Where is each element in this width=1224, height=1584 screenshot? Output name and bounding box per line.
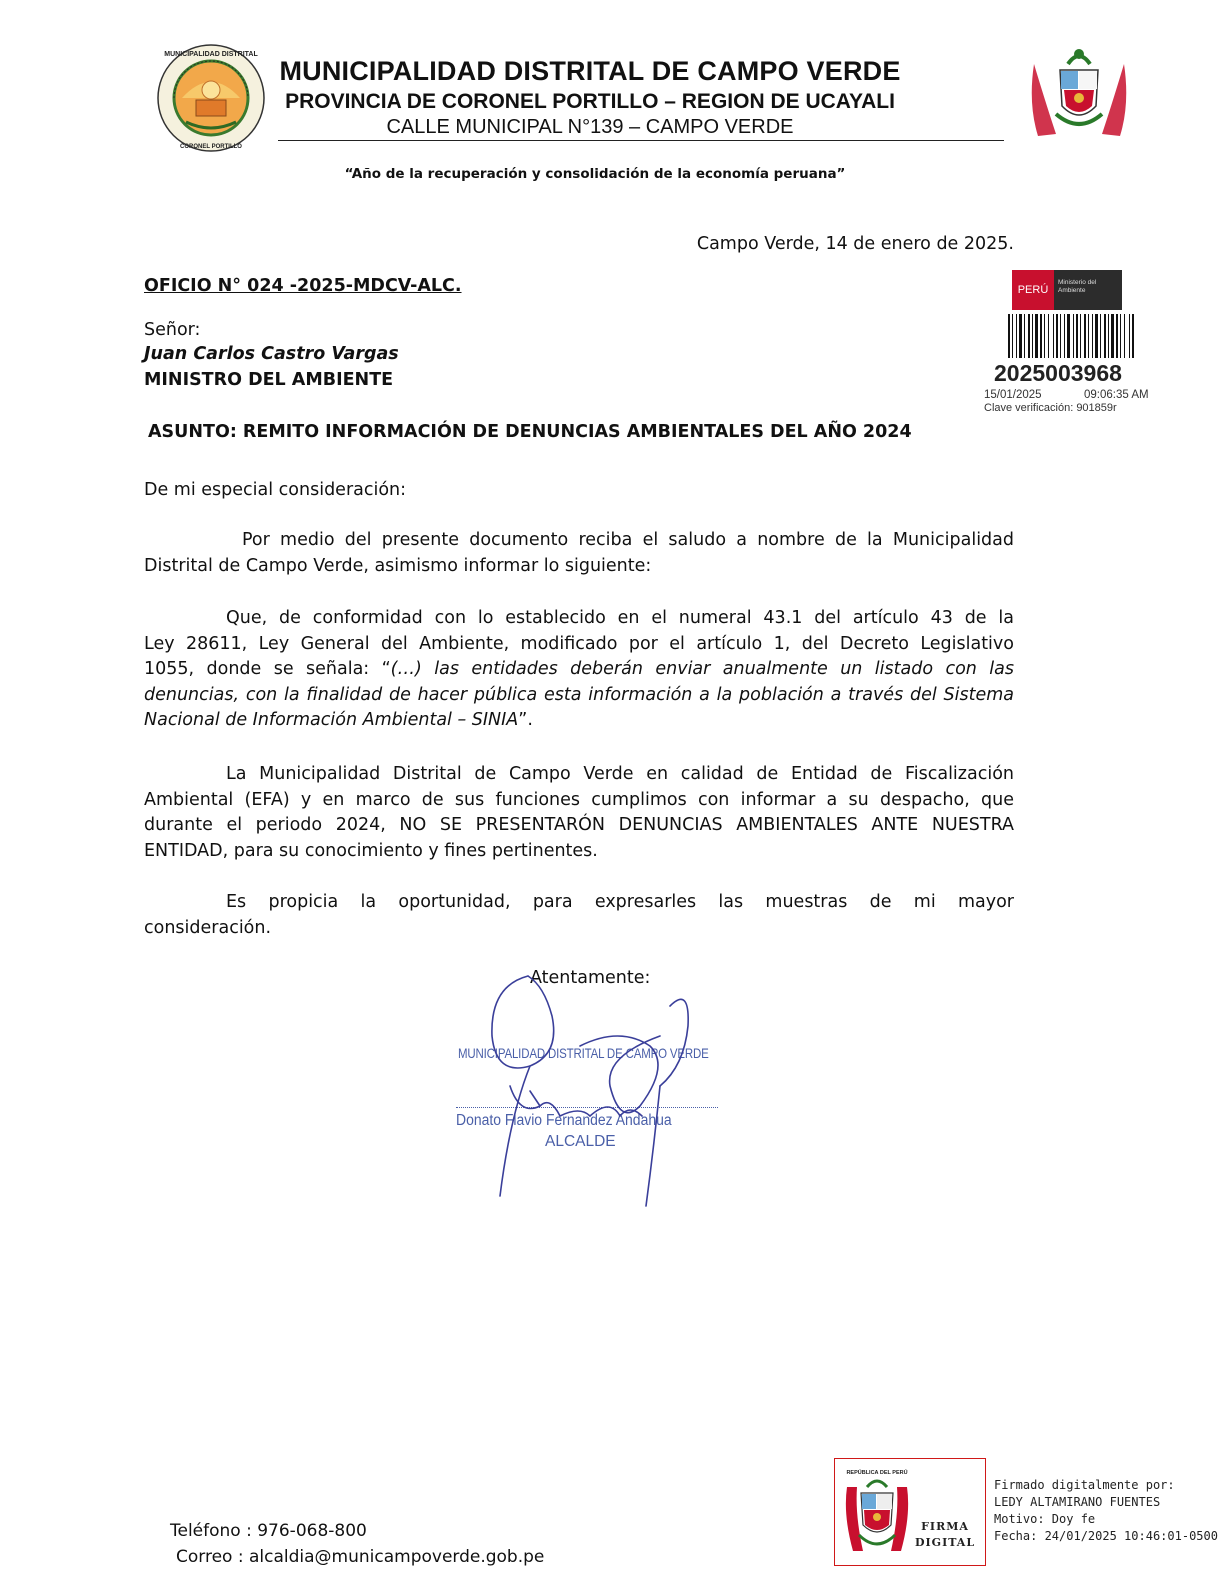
barcode-bar (1008, 314, 1010, 358)
barcode-bar (1040, 314, 1042, 358)
recipient-title: MINISTRO DEL AMBIENTE (144, 370, 394, 390)
paragraph-1: Por medio del presente documento reciba el saludo a nombre de la Municipalidad Distrital de Campo Verde, asimismo informar lo siguiente: (144, 530, 1014, 576)
svg-text:MUNICIPALIDAD DISTRITAL: MUNICIPALIDAD DISTRITAL (164, 51, 258, 58)
municipal-address: CALLE MUNICIPAL N°139 – CAMPO VERDE (386, 116, 794, 138)
seal-caption: REPÚBLICA DEL PERÚ (846, 1470, 908, 1476)
barcode-bar (1092, 314, 1093, 358)
registry-time: 09:06:35 AM (1084, 389, 1149, 401)
recipient-name: Juan Carlos Castro Vargas (144, 344, 399, 364)
barcode-bar (1060, 314, 1061, 358)
greeting: De mi especial consideración: (144, 480, 407, 500)
ministry-label: Ministerio del Ambiente (1058, 279, 1097, 294)
barcode-bar (1053, 314, 1054, 358)
barcode-bar (1032, 314, 1033, 358)
stamp-signer-role: ALCALDE (545, 1133, 616, 1150)
digital-signature-box (834, 1458, 986, 1566)
barcode-bar (1088, 314, 1089, 358)
barcode-bar (1024, 314, 1025, 358)
letter-date: Campo Verde, 14 de enero de 2025. (696, 234, 1014, 254)
subject-line: ASUNTO: REMITO INFORMACIÓN DE DENUNCIAS AMBIENTALES DEL AÑO 2024 (148, 422, 912, 442)
svg-text:CORONEL PORTILLO: CORONEL PORTILLO (180, 144, 242, 150)
barcode-bar (1116, 314, 1118, 358)
handwritten-signature (470, 966, 730, 1216)
barcode-bar (1132, 314, 1134, 358)
barcode-bar (1095, 314, 1098, 358)
barcode-bar (1084, 314, 1086, 358)
stamp-signer-name: Donato Flavio Fernandez Andahua (456, 1112, 672, 1129)
paragraph-4: Es propicia la oportunidad, para expresarles las muestras de mi mayor consideración. (144, 892, 1014, 938)
barcode-bar (1124, 314, 1125, 358)
peru-label: PERÚ (1012, 270, 1054, 310)
barcode-bar (1056, 314, 1058, 358)
barcode-bar (1064, 314, 1065, 358)
barcode-bar (1073, 314, 1074, 358)
barcode-bar (1044, 314, 1045, 358)
peru-shield-icon (841, 1465, 913, 1561)
municipality-title: MUNICIPALIDAD DISTRITAL DE CAMPO VERDE (279, 56, 901, 86)
header-divider (278, 140, 1004, 141)
paragraph-3: La Municipalidad Distrital de Campo Verde en calidad de Entidad de Fiscalización Ambiental (EFA) y en marco de sus funciones cumplimos con informar a su despacho, que durante el periodo 2024, NO SE PRESENTARÓN DENUNCIAS AMBIENTALES ANTE NUESTRA ENTIDAD, para su conocimiento y fines pertinentes. (144, 764, 1014, 861)
registry-verification-code: Clave verificación: 901859r (984, 402, 1117, 414)
barcode-bar (1035, 314, 1038, 358)
firma-digital-label: FIRMA DIGITAL (915, 1520, 976, 1549)
registry-barcode (1006, 314, 1138, 358)
barcode-bar (1048, 314, 1049, 358)
salutation: Señor: (144, 320, 201, 340)
barcode-bar (1108, 314, 1109, 358)
year-motto: “Año de la recuperación y consolidación de la economía peruana” (344, 166, 846, 182)
barcode-bar (1012, 314, 1013, 358)
stamp-organization: MUNICIPALIDAD DISTRITAL DE CAMPO VERDE (458, 1045, 709, 1061)
barcode-bar (1080, 314, 1081, 358)
barcode-bar (1076, 314, 1078, 358)
barcode-bar (1028, 314, 1030, 358)
footer-email: Correo : alcaldia@municampoverde.gob.pe (176, 1547, 545, 1567)
office-reference-number: OFICIO N° 024 -2025-MDCV-ALC. (144, 276, 462, 296)
coat-of-arms-logo (1026, 44, 1132, 140)
barcode-bar (1016, 314, 1017, 358)
barcode-bar (1129, 314, 1130, 358)
municipal-seal-logo (156, 42, 266, 154)
barcode-bar (1120, 314, 1121, 358)
province-region-subtitle: PROVINCIA DE CORONEL PORTILLO – REGION DE UCAYALI (285, 90, 895, 113)
ministry-logo (1012, 270, 1122, 310)
digital-signature-info: Firmado digitalmente por: LEDY ALTAMIRANO FUENTES Motivo: Doy fe Fecha: 24/01/2025 10:46:01-0500 (994, 1478, 1218, 1543)
closing: Atentamente: (530, 968, 651, 988)
registry-number: 2025003968 (994, 360, 1122, 386)
paragraph-2: Que, de conformidad con lo establecido en el numeral 43.1 del artículo 43 de la Ley 28611, Ley General del Ambiente, modificado por el artículo 1, del Decreto Legislativo 1055, donde se señala: “(…) las entidades deberán enviar anualmente un listado con las denuncias, con la finalidad de hacer pública esta información a la población a través del Sistema Nacional de Información Ambiental – SINIA”. (144, 608, 1014, 730)
barcode-bar (1104, 314, 1106, 358)
barcode-bar (1067, 314, 1070, 358)
barcode-bar (1100, 314, 1101, 358)
registry-date: 15/01/2025 (984, 389, 1042, 401)
barcode-bar (1111, 314, 1114, 358)
footer-phone: Teléfono : 976-068-800 (170, 1521, 367, 1541)
barcode-bar (1019, 314, 1022, 358)
